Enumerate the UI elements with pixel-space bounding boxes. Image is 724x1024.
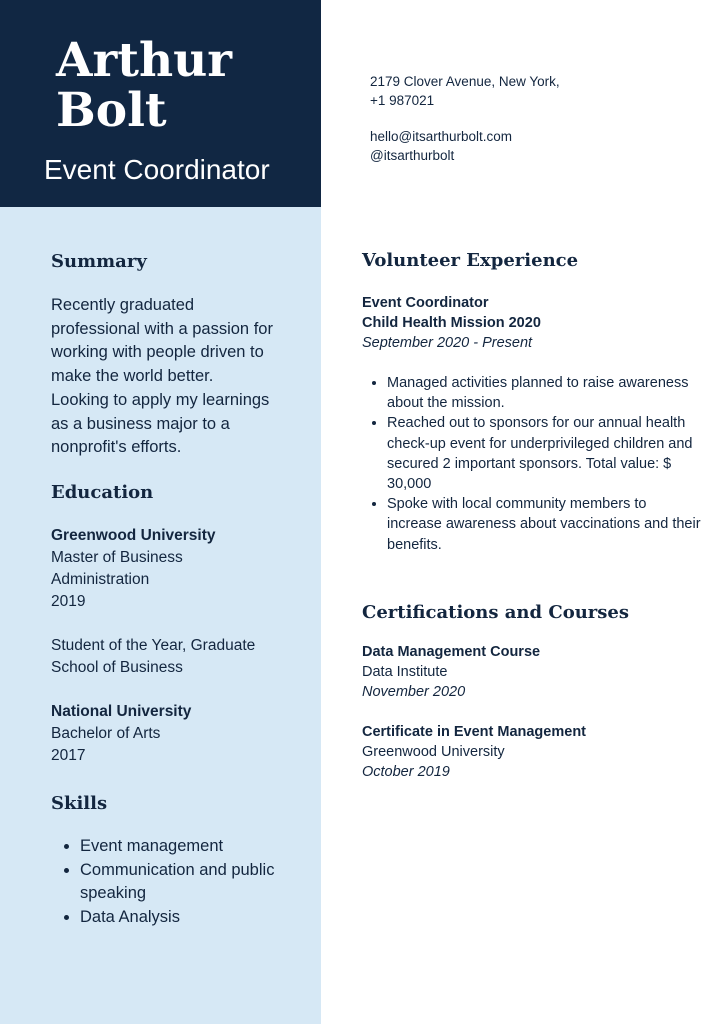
course-issuer: Greenwood University (362, 744, 505, 760)
volunteer-heading: Volunteer Experience (362, 250, 579, 271)
course-name: Data Management Course (362, 644, 541, 660)
bullet-item: • Spoke with local community members to increase awareness about vaccinations and their benefits. (387, 494, 702, 555)
organization: Child Health Mission 2020 (362, 315, 541, 331)
skills-list (51, 835, 340, 930)
certifications-heading: Certifications and Courses (362, 602, 629, 623)
graduation-year: 2019 (51, 593, 86, 610)
volunteer-entry (362, 293, 702, 555)
summary-line: Recently graduated (51, 296, 195, 314)
degree: Administration (51, 571, 150, 588)
education-list (51, 525, 301, 767)
summary-line: make the world better. (51, 367, 214, 386)
date-range: September 2020 - Present (362, 335, 533, 351)
volunteer-bullets (362, 373, 702, 555)
graduation-year: 2017 (51, 747, 86, 764)
bullet-item: • Managed activities planned to raise awareness about the mission. (387, 373, 702, 413)
skill-item: • Communication and public speaking (80, 859, 340, 906)
award: Student of the Year, Graduate (51, 637, 256, 654)
degree: Master of Business (51, 549, 183, 566)
email-link[interactable]: hello@itsarthurbolt.com (370, 129, 513, 144)
skills-heading: Skills (51, 793, 108, 814)
summary-text (51, 294, 301, 460)
summary-heading: Summary (51, 251, 147, 272)
summary-line: Looking to apply my learnings (51, 390, 270, 409)
school-name: National University (51, 703, 192, 720)
first-name: Arthur (56, 33, 233, 88)
candidate-name (56, 33, 316, 138)
degree: Bachelor of Arts (51, 725, 161, 742)
job-title: Event Coordinator (44, 154, 270, 185)
contact-info (370, 72, 700, 165)
course-issuer: Data Institute (362, 664, 448, 680)
school-name: Greenwood University (51, 527, 216, 544)
summary-line: professional with a passion for (51, 319, 273, 338)
education-heading: Education (51, 482, 154, 503)
name-header (0, 0, 321, 207)
bullet-item: • Reached out to sponsors for our annual health check-up event for underprivileged children and secured 2 important sponsors. Total value: $ 30,000 (387, 413, 702, 494)
summary-line: nonprofit's efforts. (51, 438, 182, 457)
skill-item: • Event management (80, 835, 340, 859)
social-handle[interactable]: @itsarthurbolt (370, 148, 455, 163)
skill-item: • Data Analysis (80, 906, 340, 930)
award: School of Business (51, 659, 183, 676)
last-name: Bolt (56, 83, 167, 138)
course-name: Certificate in Event Management (362, 724, 586, 740)
summary-line: working with people driven to (51, 343, 264, 362)
phone: +1 987021 (370, 93, 435, 108)
address: 2179 Clover Avenue, New York, (370, 74, 560, 89)
course-date: November 2020 (362, 684, 466, 700)
course-date: October 2019 (362, 764, 450, 780)
role-title: Event Coordinator (362, 295, 489, 311)
certifications-list (362, 642, 702, 782)
summary-line: as a business major to a (51, 414, 230, 433)
